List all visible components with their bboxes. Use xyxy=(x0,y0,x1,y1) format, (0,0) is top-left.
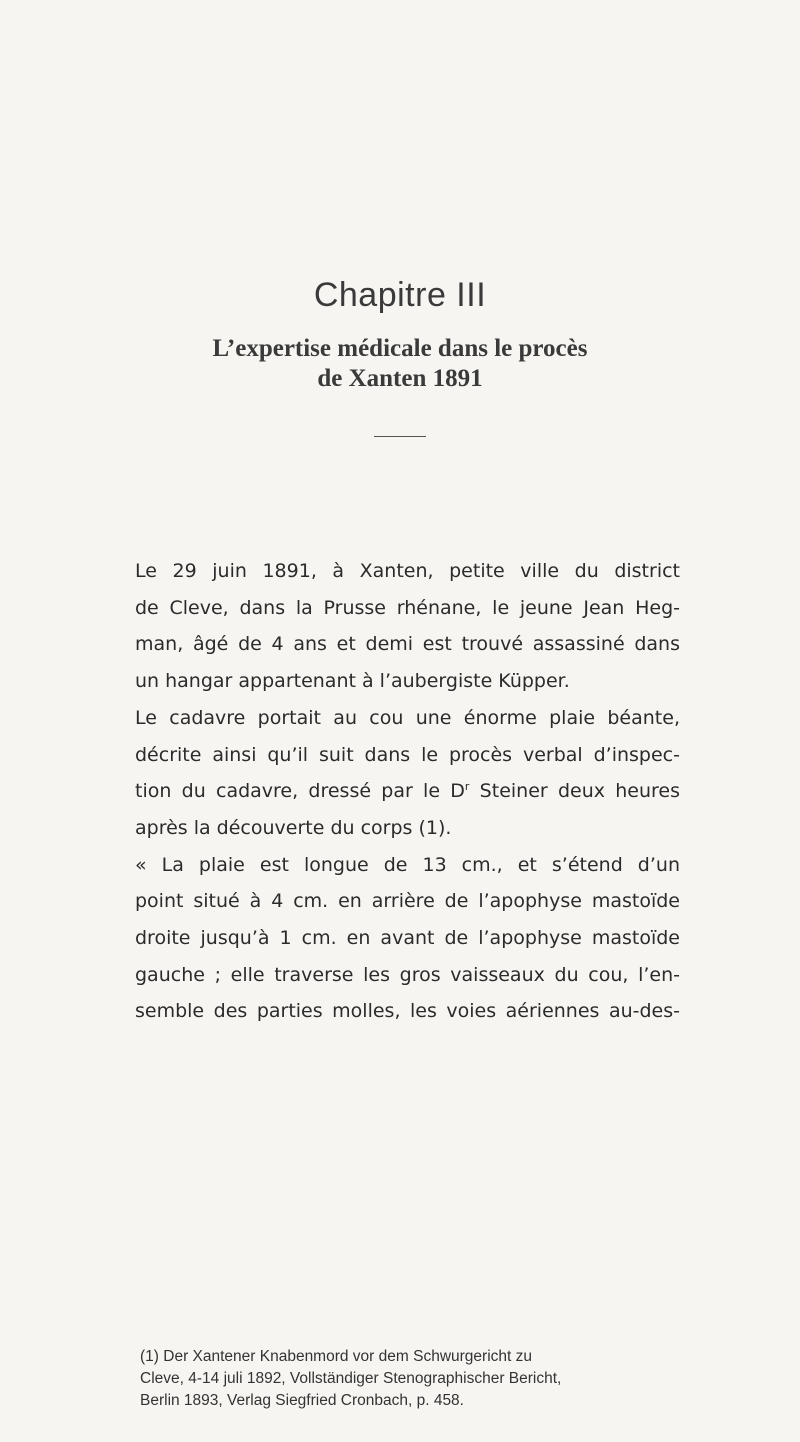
text-line: man, âgé de 4 ans et demi est trouvé assassiné dans xyxy=(135,633,680,656)
text-line: décrite ainsi qu’il suit dans le procès verbal d’inspec- xyxy=(135,743,680,766)
text-line: point situé à 4 cm. en arrière de l’apophyse mastoïde xyxy=(135,890,680,913)
text-line: « La plaie est longue de 13 cm., et s’étend d’un xyxy=(135,853,680,876)
text-line: semble des parties molles, les voies aériennes au-des- xyxy=(135,1000,680,1023)
body-text xyxy=(135,553,680,1030)
text-line: de Cleve, dans la Prusse rhénane, le jeune Jean Heg- xyxy=(135,596,680,619)
text-line: après la découverte du corps (1). xyxy=(135,816,452,839)
text-line: gauche ; elle traverse les gros vaisseaux du cou, l’en- xyxy=(135,963,680,986)
text-line: droite jusqu’à 1 cm. en avant de l’apophyse mastoïde xyxy=(135,927,680,950)
text-fragment: Steiner deux heures xyxy=(469,780,680,803)
subtitle-line: L’expertise médicale dans le procès xyxy=(212,335,588,362)
footnote-line: Berlin 1893, Verlag Siegfried Cronbach, p. 458. xyxy=(140,1392,464,1409)
text-line: un hangar appartenant à l’aubergiste Küpper. xyxy=(135,670,570,693)
chapter-title: Chapitre III xyxy=(313,276,487,314)
footnote-line: (1) Der Xantener Knabenmord vor dem Schwurgericht zu xyxy=(140,1348,532,1365)
chapter-subtitle xyxy=(0,334,800,394)
text-line: Le cadavre portait au cou une énorme plaie béante, xyxy=(135,706,680,729)
section-divider xyxy=(374,436,426,437)
text-line: Le 29 juin 1891, à Xanten, petite ville du district xyxy=(135,560,680,582)
footnote xyxy=(140,1346,680,1412)
footnote-line: Cleve, 4-14 juli 1892, Vollständiger Stenographischer Bericht, xyxy=(140,1370,562,1387)
text-fragment: tion du cadavre, dressé par le D xyxy=(135,780,465,803)
superscript: r xyxy=(464,780,470,794)
subtitle-line: de Xanten 1891 xyxy=(317,365,483,392)
text-line xyxy=(135,773,680,810)
